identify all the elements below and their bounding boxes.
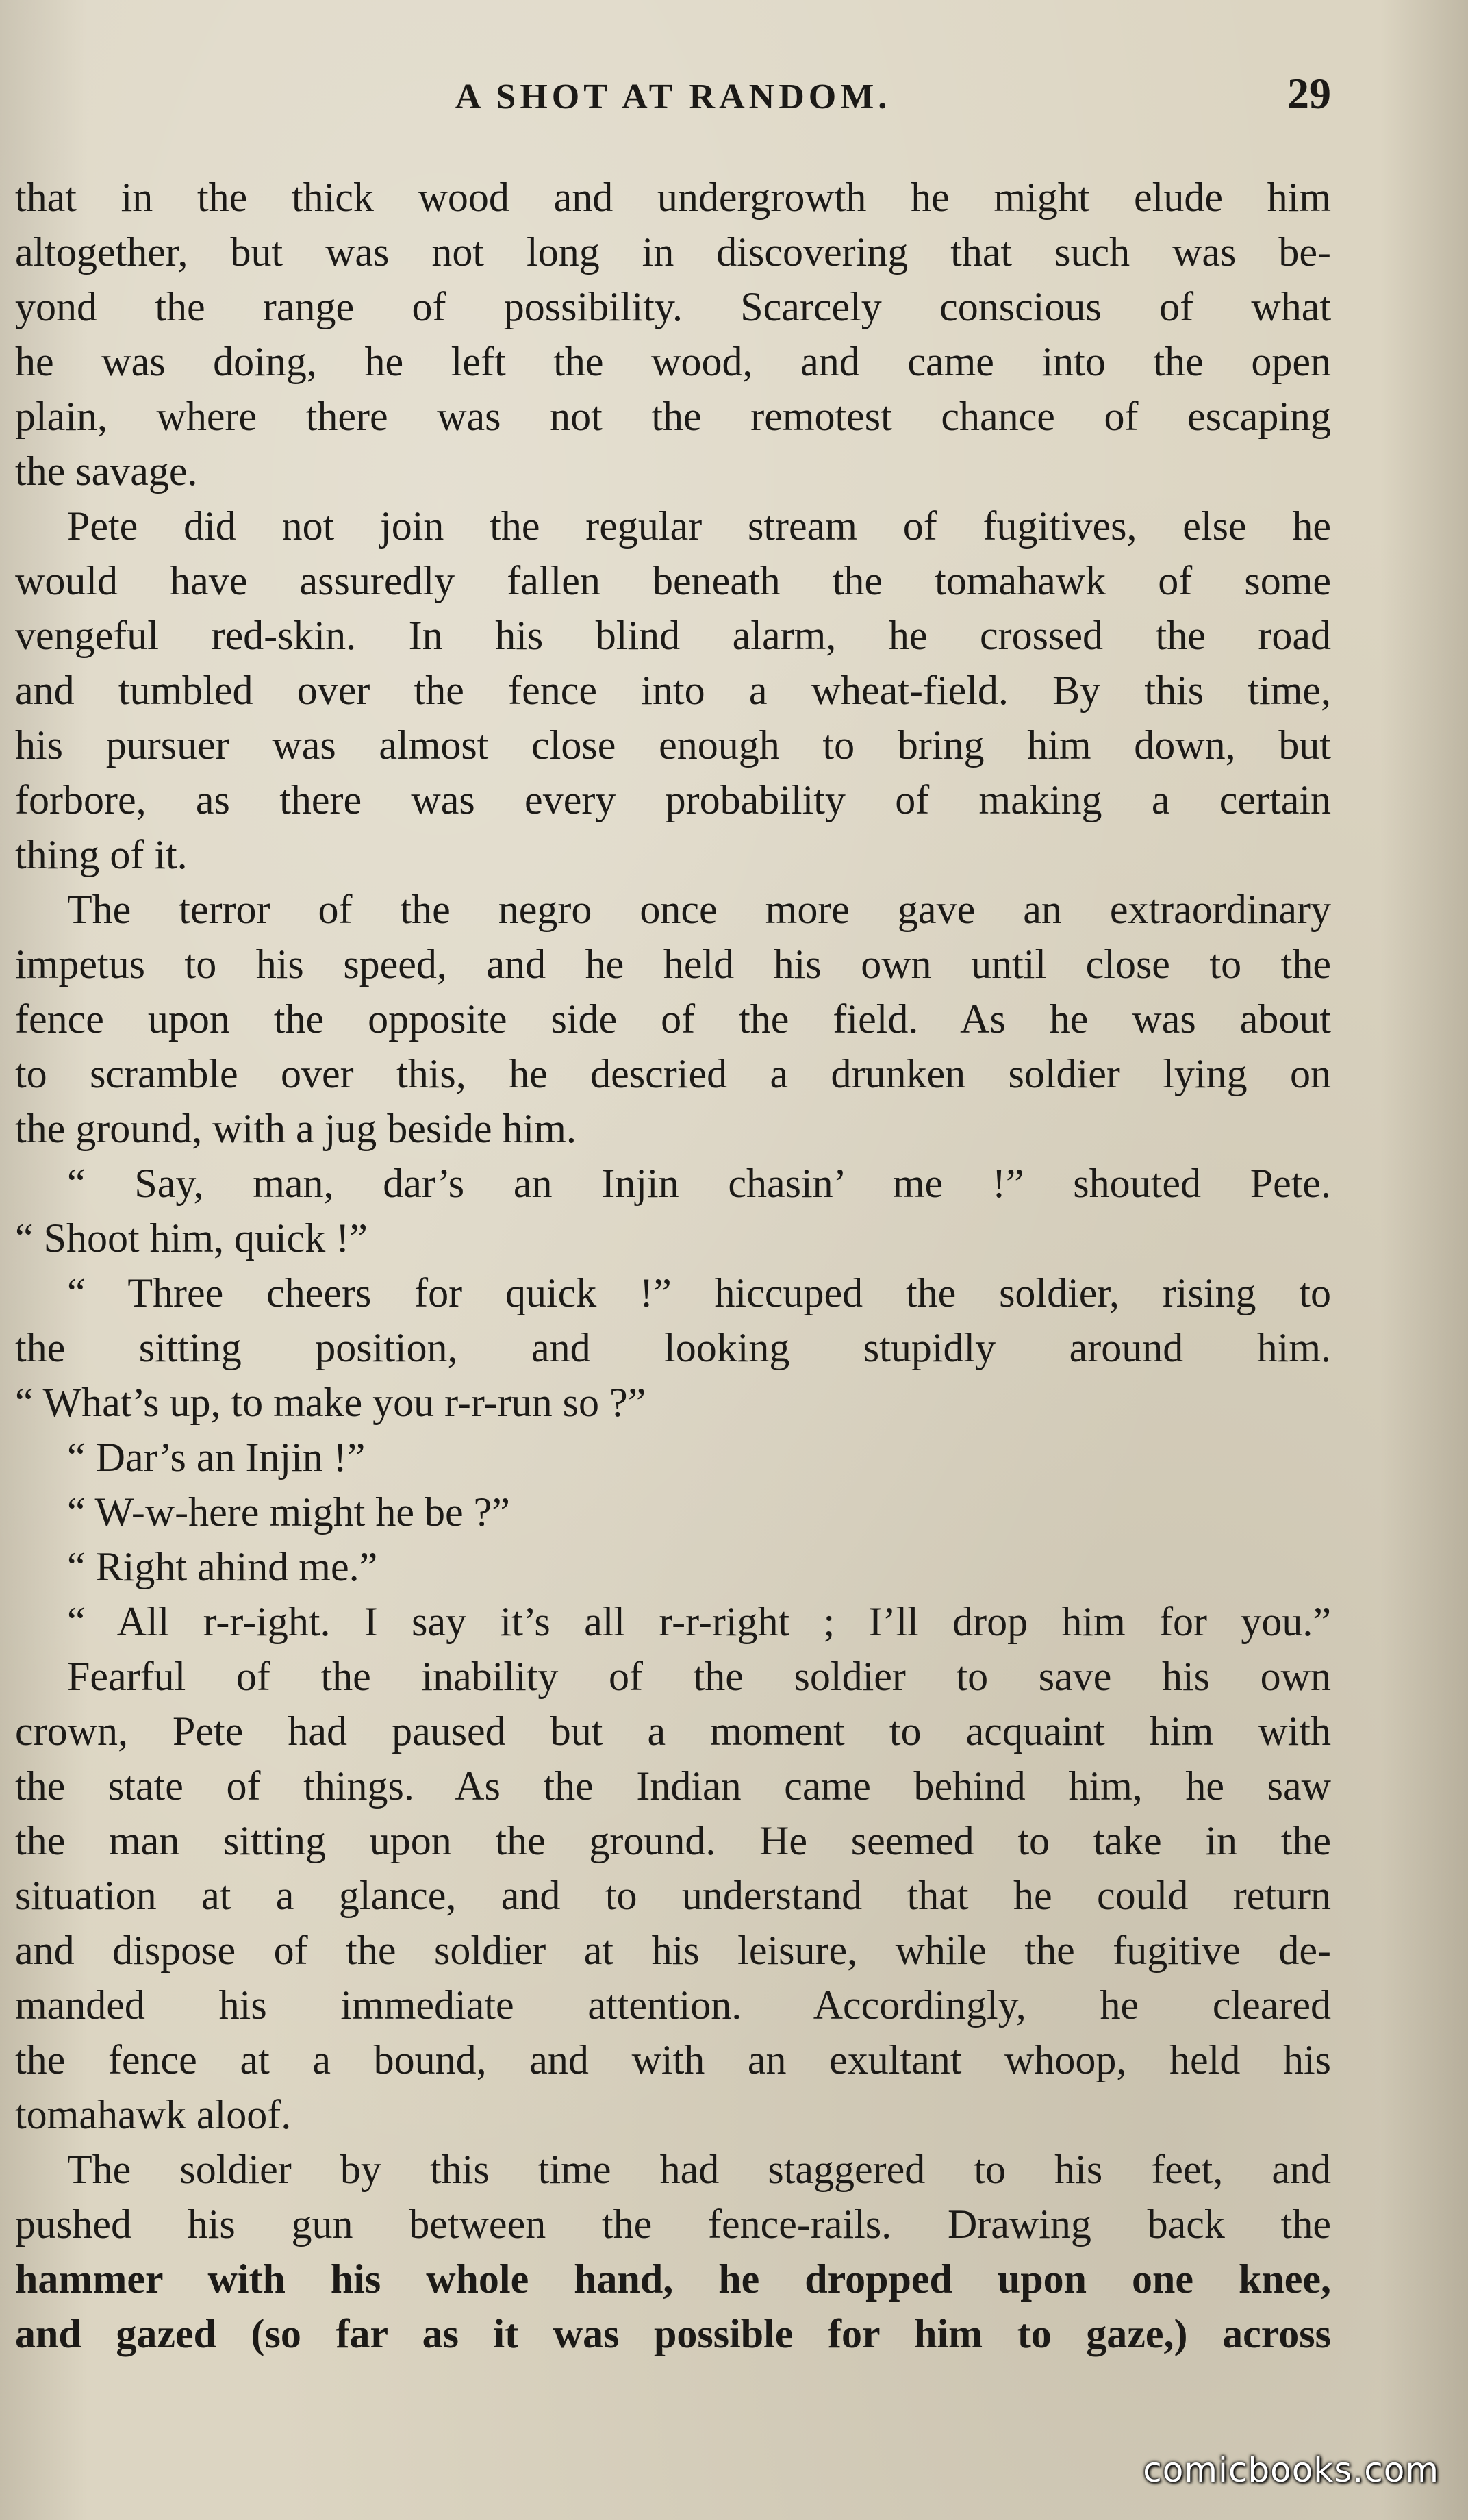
text-line: “ W-w-here might he be ?”	[67, 1489, 510, 1535]
text-line: fence upon the opposite side of the field. As he was about	[15, 996, 1331, 1042]
text-line: the man sitting upon the ground. He seemed to take in the	[15, 1818, 1331, 1863]
text-line: “ Dar’s an Injin !”	[67, 1435, 366, 1480]
text-line: altogether, but was not long in discovering that such was be-	[15, 229, 1331, 275]
text-line: pushed his gun between the fence-rails. Drawing back the	[15, 2202, 1331, 2247]
text-line: The soldier by this time had staggered to his feet, and	[67, 2147, 1331, 2192]
text-line: plain, where there was not the remotest chance of escaping	[15, 394, 1331, 439]
text-line: the ground, with a jug beside him.	[15, 1106, 577, 1151]
text-line: the fence at a bound, and with an exultant whoop, held his	[15, 2037, 1331, 2082]
text-line: Fearful of the inability of the soldier to save his own	[67, 1654, 1331, 1699]
text-line: situation at a glance, and to understand that he could return	[15, 1873, 1331, 1918]
text-line: he was doing, he left the wood, and came into the open	[15, 339, 1331, 384]
text-line: “ Right ahind me.”	[67, 1544, 378, 1589]
text-line: “ Say, man, dar’s an Injin chasin’ me !” shouted Pete.	[67, 1161, 1331, 1206]
text-line: the savage.	[15, 449, 198, 494]
text-line: “ Three cheers for quick !” hiccuped the soldier, rising to	[67, 1270, 1331, 1315]
body-text	[15, 170, 1331, 2361]
text-line: crown, Pete had paused but a moment to acquaint him with	[15, 1709, 1331, 1754]
text-line: Pete did not join the regular stream of fugitives, else he	[67, 503, 1331, 549]
text-line: and tumbled over the fence into a wheat-field. By this time,	[15, 668, 1331, 713]
page-number: 29	[1287, 69, 1331, 118]
running-title: A SHOT AT RANDOM.	[455, 77, 891, 116]
text-line: “ All r-r-ight. I say it’s all r-r-right ; I’ll drop him for you.”	[67, 1599, 1331, 1644]
text-line: the sitting position, and looking stupidly around him.	[15, 1325, 1331, 1370]
text-line: yond the range of possibility. Scarcely conscious of what	[15, 284, 1331, 329]
text-line: The terror of the negro once more gave an extraordinary	[67, 887, 1331, 932]
text-line: forbore, as there was every probability of making a certain	[15, 777, 1331, 822]
text-line: “ What’s up, to make you r-r-run so ?”	[15, 1380, 646, 1425]
watermark-text: comicbooks.com	[1143, 2450, 1439, 2490]
text-line: would have assuredly fallen beneath the tomahawk of some	[15, 558, 1331, 603]
page-header	[15, 68, 1331, 130]
text-line: his pursuer was almost close enough to bring him down, but	[15, 722, 1331, 768]
text-line: to scramble over this, he descried a drunken soldier lying on	[15, 1051, 1331, 1096]
text-line: and gazed (so far as it was possible for him to gaze,) across	[15, 2311, 1331, 2356]
text-line: tomahawk aloof.	[15, 2092, 292, 2137]
text-line: manded his immediate attention. Accordingly, he cleared	[15, 1982, 1331, 2028]
text-line: hammer with his whole hand, he dropped upon one knee,	[15, 2256, 1331, 2302]
text-line: thing of it.	[15, 832, 188, 877]
text-line: vengeful red-skin. In his blind alarm, he crossed the road	[15, 613, 1331, 658]
text-line: the state of things. As the Indian came behind him, he saw	[15, 1763, 1331, 1809]
text-line: impetus to his speed, and he held his own until close to the	[15, 942, 1331, 987]
text-line: “ Shoot him, quick !”	[15, 1215, 368, 1261]
text-line: and dispose of the soldier at his leisure, while the fugitive de-	[15, 1928, 1331, 1973]
text-line: that in the thick wood and undergrowth he might elude him	[15, 175, 1331, 220]
